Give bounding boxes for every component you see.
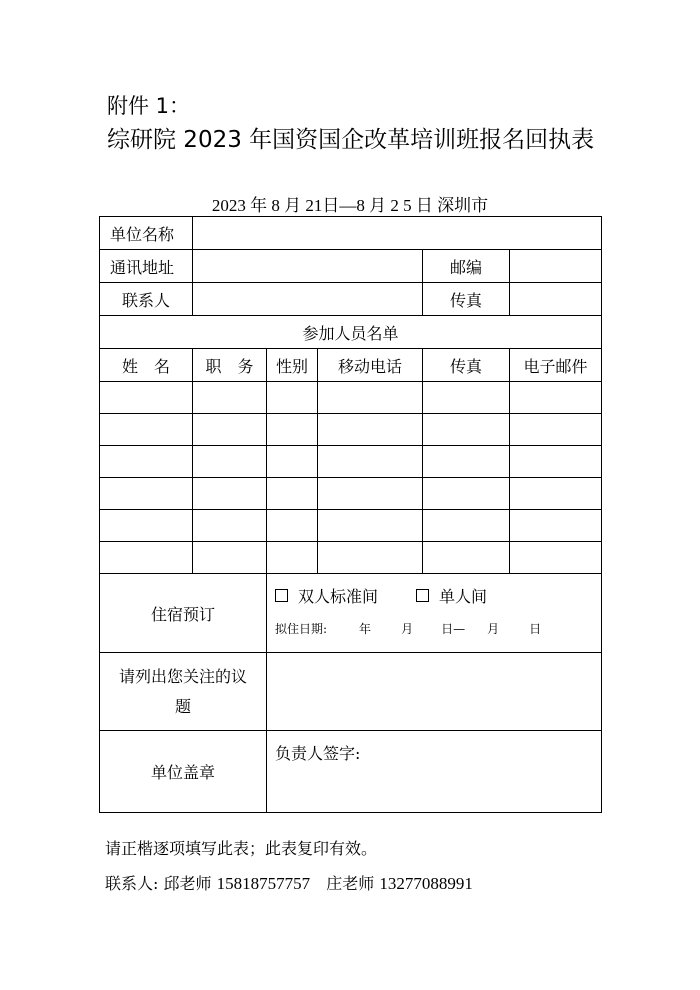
- postcode-label: 邮编: [423, 250, 510, 283]
- gender-cell[interactable]: [267, 542, 318, 574]
- single-room-label: 单人间: [439, 586, 488, 606]
- signature-label: 负责人签字:: [275, 744, 361, 763]
- name-cell[interactable]: [100, 542, 193, 574]
- date-month-label: 月: [401, 622, 414, 636]
- gender-cell[interactable]: [267, 446, 318, 478]
- table-row: [100, 414, 602, 446]
- column-header-mobile: 移动电话: [318, 349, 423, 382]
- fax-cell[interactable]: [423, 478, 510, 510]
- email-cell[interactable]: [510, 542, 602, 574]
- seal-label: 单位盖章: [100, 731, 267, 813]
- name-cell[interactable]: [100, 414, 193, 446]
- contact-person-field[interactable]: [193, 283, 423, 316]
- fax-cell[interactable]: [423, 510, 510, 542]
- mobile-cell[interactable]: [318, 542, 423, 574]
- double-room-checkbox[interactable]: [275, 589, 288, 602]
- fax-cell[interactable]: [423, 542, 510, 574]
- position-cell[interactable]: [193, 542, 267, 574]
- signature-field[interactable]: [267, 731, 602, 813]
- gender-cell[interactable]: [267, 478, 318, 510]
- date-month2-label: 月: [487, 622, 500, 636]
- form-note: 请正楷逐项填写此表；此表复印有效。: [105, 839, 378, 858]
- contact-line: [105, 871, 473, 894]
- single-room-checkbox[interactable]: [416, 589, 429, 602]
- fax-field[interactable]: [510, 283, 602, 316]
- page-title: 综研院 2023 年国资国企改革培训班报名回执表: [107, 127, 595, 153]
- attachment-label: 附件 1：: [107, 94, 191, 118]
- gender-cell[interactable]: [267, 414, 318, 446]
- unit-name-field[interactable]: [193, 217, 602, 250]
- name-cell[interactable]: [100, 382, 193, 414]
- name-cell[interactable]: [100, 446, 193, 478]
- date-year-label: 年: [359, 622, 372, 636]
- date-day-dash-label: 日—: [441, 622, 466, 636]
- stay-date-line: [267, 608, 601, 645]
- email-cell[interactable]: [510, 446, 602, 478]
- mobile-cell[interactable]: [318, 510, 423, 542]
- fax-cell[interactable]: [423, 446, 510, 478]
- position-cell[interactable]: [193, 510, 267, 542]
- email-cell[interactable]: [510, 478, 602, 510]
- accommodation-options: [267, 574, 602, 653]
- table-row: [100, 510, 602, 542]
- topics-label: [100, 653, 267, 731]
- position-cell[interactable]: [193, 446, 267, 478]
- contact-person1: 邱老师: [163, 874, 212, 893]
- column-header-fax: 传真: [423, 349, 510, 382]
- contact-phone1: 15818757757: [216, 874, 311, 893]
- name-cell[interactable]: [100, 510, 193, 542]
- mobile-cell[interactable]: [318, 414, 423, 446]
- column-header-email: 电子邮件: [510, 349, 602, 382]
- column-header-name: 姓 名: [100, 349, 193, 382]
- fax-label: 传真: [423, 283, 510, 316]
- topics-field[interactable]: [267, 653, 602, 731]
- column-header-gender: 性别: [267, 349, 318, 382]
- position-cell[interactable]: [193, 414, 267, 446]
- column-header-position: 职 务: [193, 349, 267, 382]
- double-room-label: 双人标准间: [298, 586, 379, 606]
- mobile-cell[interactable]: [318, 446, 423, 478]
- table-row: [100, 478, 602, 510]
- event-date-location: 2023 年 8 月 21日—8 月 2 5 日 深圳市: [211, 196, 489, 215]
- accommodation-label: 住宿预订: [100, 574, 267, 653]
- participants-header: 参加人员名单: [100, 316, 602, 349]
- email-cell[interactable]: [510, 414, 602, 446]
- registration-form-table: [99, 216, 602, 813]
- gender-cell[interactable]: [267, 510, 318, 542]
- fax-cell[interactable]: [423, 382, 510, 414]
- topics-label-line2: 题: [174, 696, 191, 716]
- table-row: [100, 382, 602, 414]
- address-label: 通讯地址: [100, 250, 193, 283]
- topics-label-line1: 请列出您关注的议: [118, 666, 247, 686]
- date-day2-label: 日: [529, 622, 542, 636]
- gender-cell[interactable]: [267, 382, 318, 414]
- fax-cell[interactable]: [423, 414, 510, 446]
- position-cell[interactable]: [193, 478, 267, 510]
- position-cell[interactable]: [193, 382, 267, 414]
- mobile-cell[interactable]: [318, 382, 423, 414]
- contact-label: 联系人:: [105, 874, 159, 893]
- email-cell[interactable]: [510, 510, 602, 542]
- email-cell[interactable]: [510, 382, 602, 414]
- mobile-cell[interactable]: [318, 478, 423, 510]
- unit-name-label: 单位名称: [100, 217, 193, 250]
- stay-date-label: 拟住日期:: [275, 622, 328, 636]
- contact-person2: 庄老师: [326, 874, 375, 893]
- contact-person-label: 联系人: [100, 283, 193, 316]
- address-field[interactable]: [193, 250, 423, 283]
- table-row: [100, 542, 602, 574]
- name-cell[interactable]: [100, 478, 193, 510]
- table-row: [100, 446, 602, 478]
- contact-phone2: 13277088991: [379, 874, 473, 893]
- postcode-field[interactable]: [510, 250, 602, 283]
